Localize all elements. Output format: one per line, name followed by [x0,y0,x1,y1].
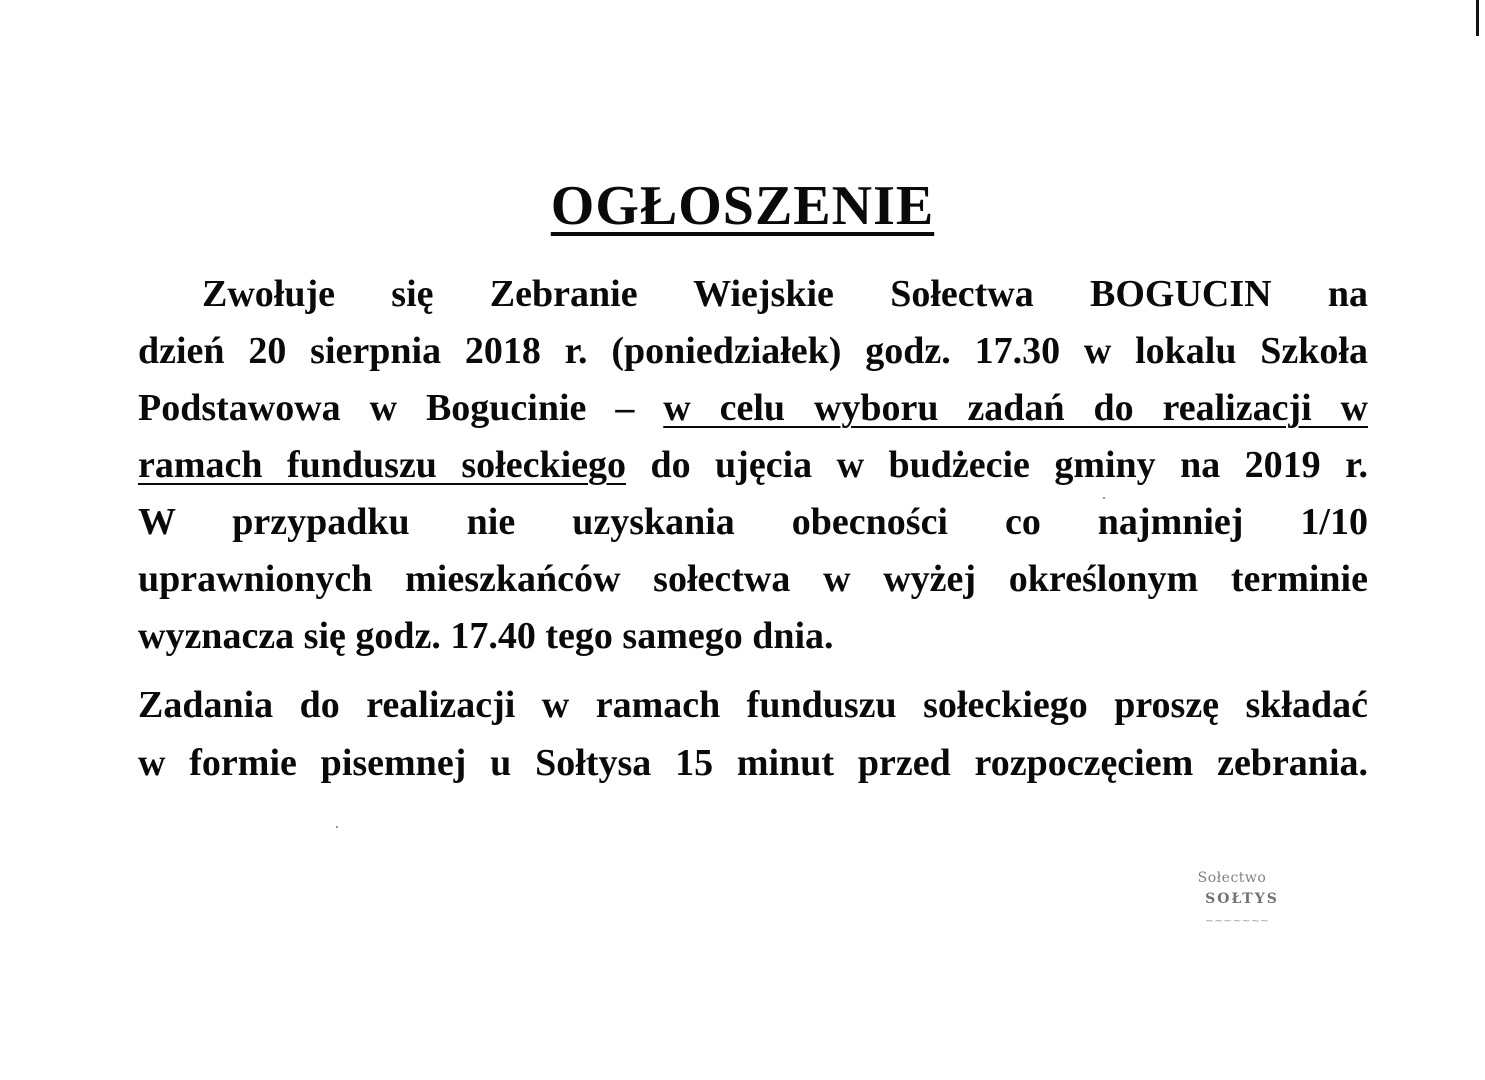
text-line: Zwołuje się Zebranie Wiejskie Sołectwa BOGUCIN na [202,273,1368,315]
scan-edge-mark [1476,0,1479,36]
text-line: Zadania do realizacji w ramach funduszu sołeckiego proszę składać [138,684,1368,726]
title-text: OGŁOSZENIE [550,175,935,237]
text-line [138,380,1368,437]
scan-speck [1103,497,1105,499]
official-stamp [1152,868,1312,931]
text-line: dzień 20 sierpnia 2018 r. (poniedziałek) godz. 17.30 w lokalu Szkoła [138,330,1368,372]
paragraph-meeting-notice [138,266,1368,665]
stamp-faint-line: ~~~~~~~ [1204,914,1270,927]
underlined-text: w celu wyboru zadań do realizacji w [663,387,1369,429]
announcement-title [0,176,1485,236]
text-line: W przypadku nie uzyskania obecności co najmniej 1/10 [138,501,1368,543]
paragraph-task-submission [138,676,1368,792]
underlined-text: ramach funduszu sołeckiego [138,444,627,486]
text-line [138,437,1368,494]
stamp-line: Sołectwo [1197,870,1267,886]
text-segment: Podstawowa w Bogucinie – [138,387,664,429]
scan-speck [336,826,338,828]
text-line: wyznacza się godz. 17.40 tego samego dnia. [138,615,834,657]
text-line: uprawnionych mieszkańców sołectwa w wyżej określonym terminie [138,558,1368,600]
text-segment: do ujęcia w budżecie gminy na 2019 r. [626,444,1369,486]
stamp-line: SOŁTYS [1205,891,1279,907]
text-line: w formie pisemnej u Sołtysa 15 minut przed rozpoczęciem zebrania. [138,742,1368,784]
